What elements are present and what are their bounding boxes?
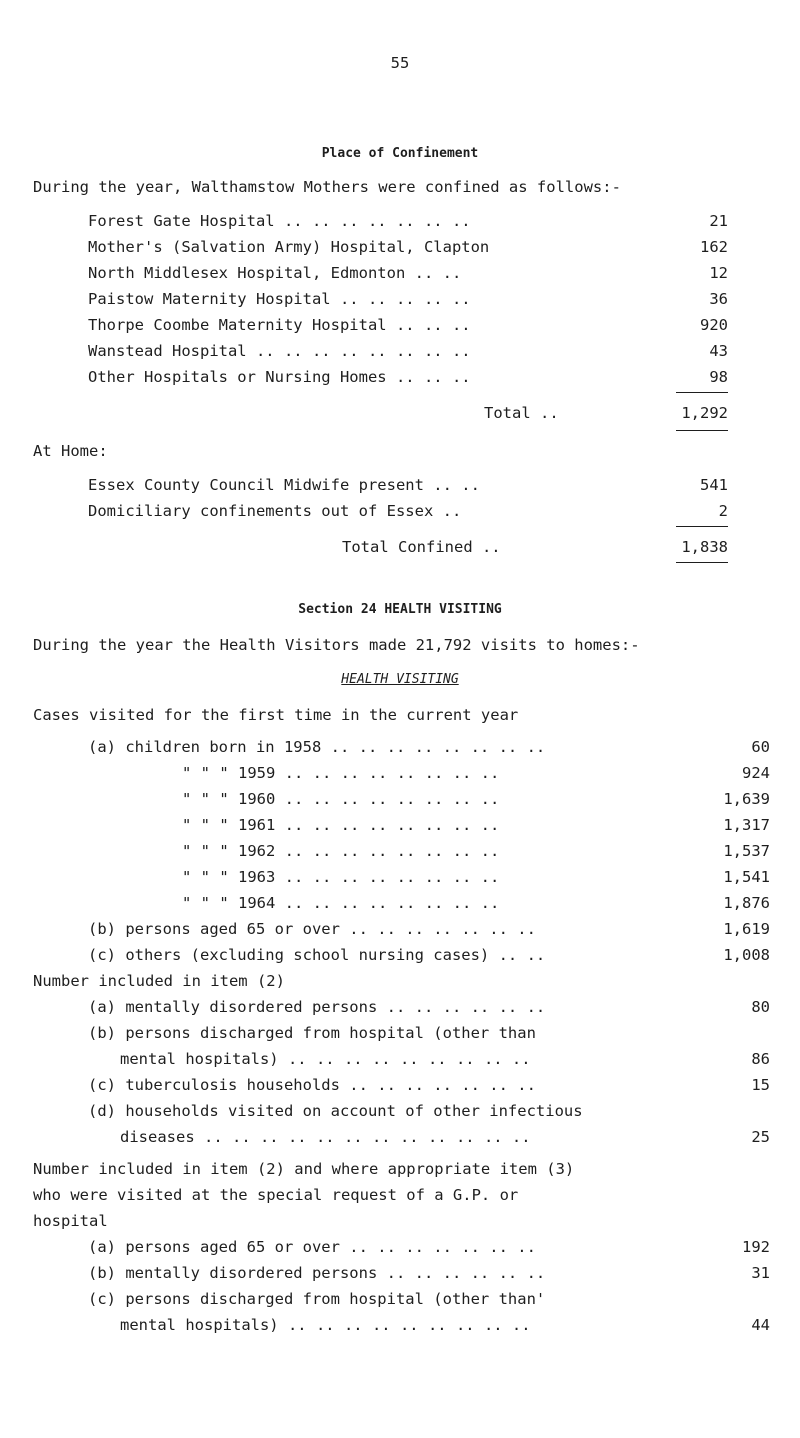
subtotal-rule: [676, 392, 728, 393]
list-item-value: 36: [709, 290, 728, 308]
list-item-value: 60: [751, 738, 770, 756]
page-number: 55: [390, 54, 410, 72]
section-heading: Section 24 HEALTH VISITING: [298, 602, 502, 617]
confinement-intro: During the year, Walthamstow Mothers were confined as follows:-: [33, 178, 621, 196]
section-subheading: HEALTH VISITING: [341, 672, 459, 687]
list-item-label: " " " 1960 .. .. .. .. .. .. .. ..: [182, 790, 500, 808]
list-item-label: " " " 1959 .. .. .. .. .. .. .. ..: [182, 764, 500, 782]
total-value: 1,292: [681, 404, 728, 422]
total-label: Total ..: [484, 404, 559, 422]
special-request-text: hospital: [33, 1212, 108, 1230]
confinement-heading: Place of Confinement: [321, 146, 479, 161]
list-item-label: Mother's (Salvation Army) Hospital, Clapton: [88, 238, 490, 256]
list-item-label: (d) households visited on account of other infectious: [88, 1102, 583, 1120]
section-intro: During the year the Health Visitors made 21,792 visits to homes:-: [33, 636, 640, 654]
total-rule: [676, 430, 728, 431]
list-item-label: (c) persons discharged from hospital (other than': [88, 1290, 546, 1308]
list-item-label: mental hospitals) .. .. .. .. .. .. .. .. ..: [120, 1050, 531, 1068]
list-item-value: 12: [709, 264, 728, 282]
list-item-label: Domiciliary confinements out of Essex ..: [88, 502, 462, 520]
list-item-value: 1,619: [723, 920, 770, 938]
number-included-label: Number included in item (2): [33, 972, 285, 990]
list-item-label: diseases .. .. .. .. .. .. .. .. .. .. .. ..: [120, 1128, 531, 1146]
list-item-label: Wanstead Hospital .. .. .. .. .. .. .. ..: [88, 342, 471, 360]
list-item-value: 192: [742, 1238, 770, 1256]
list-item-value: 43: [709, 342, 728, 360]
list-item-label: North Middlesex Hospital, Edmonton .. ..: [88, 264, 462, 282]
list-item-label: Other Hospitals or Nursing Homes .. .. ..: [88, 368, 471, 386]
total-confined-label: Total Confined ..: [342, 538, 501, 556]
list-item-label: Forest Gate Hospital .. .. .. .. .. .. ..: [88, 212, 471, 230]
list-item-value: 920: [700, 316, 728, 334]
list-item-value: 924: [742, 764, 770, 782]
list-item-label: Thorpe Coombe Maternity Hospital .. .. ..: [88, 316, 471, 334]
list-item-label: (a) mentally disordered persons .. .. .. .. .. ..: [88, 998, 546, 1016]
list-item-value: 1,537: [723, 842, 770, 860]
list-item-value: 86: [751, 1050, 770, 1068]
list-item-value: 162: [700, 238, 728, 256]
list-item-label: (b) persons discharged from hospital (other than: [88, 1024, 536, 1042]
list-item-label: " " " 1962 .. .. .. .. .. .. .. ..: [182, 842, 500, 860]
list-item-label: (a) children born in 1958 .. .. .. .. .. .. .. ..: [88, 738, 546, 756]
list-item-label: Paistow Maternity Hospital .. .. .. .. ..: [88, 290, 471, 308]
list-item-value: 25: [751, 1128, 770, 1146]
list-item-value: 541: [700, 476, 728, 494]
total-confined-value: 1,838: [681, 538, 728, 556]
list-item-label: " " " 1961 .. .. .. .. .. .. .. ..: [182, 816, 500, 834]
list-item-label: mental hospitals) .. .. .. .. .. .. .. .. ..: [120, 1316, 531, 1334]
list-item-label: (b) mentally disordered persons .. .. .. .. .. ..: [88, 1264, 546, 1282]
list-item-label: (c) others (excluding school nursing cases) .. ..: [88, 946, 546, 964]
list-item-value: 15: [751, 1076, 770, 1094]
at-home-label: At Home:: [33, 442, 108, 460]
list-item-label: (a) persons aged 65 or over .. .. .. .. .. .. ..: [88, 1238, 536, 1256]
list-item-label: (b) persons aged 65 or over .. .. .. .. .. .. ..: [88, 920, 536, 938]
special-request-text: who were visited at the special request of a G.P. or: [33, 1186, 519, 1204]
list-item-value: 44: [751, 1316, 770, 1334]
list-item-label: " " " 1963 .. .. .. .. .. .. .. ..: [182, 868, 500, 886]
total-confined-rule: [676, 562, 728, 563]
list-item-value: 21: [709, 212, 728, 230]
list-item-value: 2: [718, 502, 728, 520]
list-item-value: 1,541: [723, 868, 770, 886]
list-item-value: 1,317: [723, 816, 770, 834]
list-item-value: 1,876: [723, 894, 770, 912]
list-item-value: 80: [751, 998, 770, 1016]
list-item-value: 98: [709, 368, 728, 386]
list-item-value: 1,008: [723, 946, 770, 964]
cases-label: Cases visited for the first time in the current year: [33, 706, 519, 724]
list-item-label: (c) tuberculosis households .. .. .. .. .. .. ..: [88, 1076, 536, 1094]
list-item-value: 1,639: [723, 790, 770, 808]
list-item-label: Essex County Council Midwife present .. ..: [88, 476, 480, 494]
list-item-label: " " " 1964 .. .. .. .. .. .. .. ..: [182, 894, 500, 912]
home-rule: [676, 526, 728, 527]
list-item-value: 31: [751, 1264, 770, 1282]
special-request-text: Number included in item (2) and where appropriate item (3): [33, 1160, 575, 1178]
